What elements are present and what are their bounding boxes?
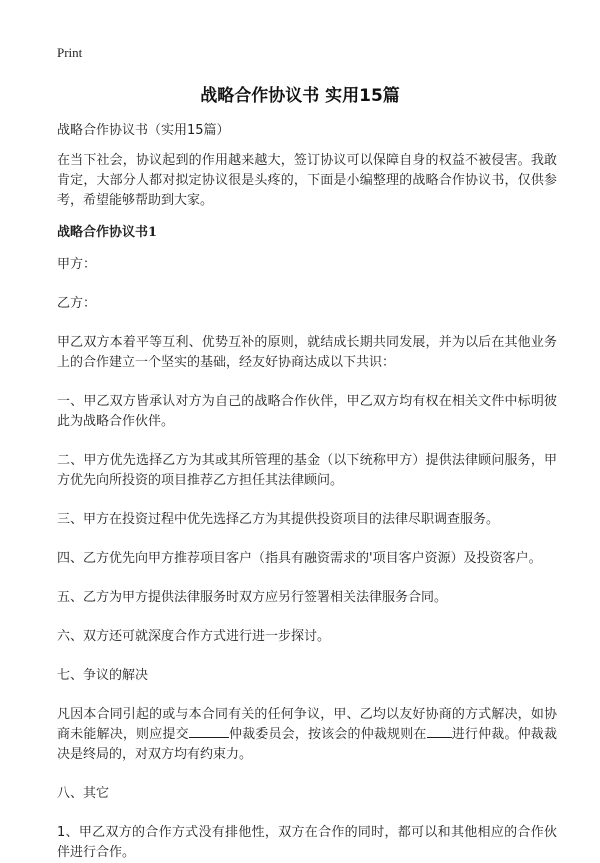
other-clause-1: 1、甲乙双方的合作方式没有排他性，双方在合作的同时，都可以和其他相应的合作伙伴进行合作。 — [57, 825, 557, 860]
clause-4: 四、乙方优先向甲方推荐项目客户（指具有融资需求的'项目客户资源）及投资客户。 — [57, 551, 542, 566]
arbitration-place-blank — [427, 737, 452, 738]
intro-paragraph: 在当下社会，协议起到的作用越来越大，签订协议可以保障自身的权益不被侵害。我敢肯定，大部分人都对拟定协议很是头疼的，下面是小编整理的战略合作协议书，仅供参考，希望能够帮助到大家。 — [57, 153, 557, 208]
section-heading: 战略合作协议书1 — [57, 225, 158, 240]
dispute-text-part-2: 仲裁委员会，按该会的仲裁规则在 — [228, 727, 427, 742]
clause-7-heading: 七、争议的解决 — [57, 668, 149, 683]
document-body — [57, 121, 557, 863]
document-subtitle: 战略合作协议书（实用15篇） — [57, 123, 230, 138]
dispute-text-part-1: 凡因本合同引起的或与本合同有关的任何争议，甲、乙均以友好协商的方式解决，如协商未能解决，则应提交 — [57, 707, 557, 742]
clause-1: 一、甲乙双方皆承认对方为自己的战略合作伙伴，甲乙双方均有权在相关文件中标明彼此为战略合作伙伴。 — [57, 394, 557, 429]
document-title: 战略合作协议书 实用15篇 — [200, 86, 400, 106]
clause-8-heading: 八、其它 — [57, 786, 110, 801]
clause-2: 二、甲方优先选择乙方为其或其所管理的基金（以下统称甲方）提供法律顾问服务，甲方优先向所投资的项目推荐乙方担任其法律顾问。 — [57, 453, 557, 488]
clause-3: 三、甲方在投资过程中优先选择乙方为其提供投资项目的法律尽职调查服务。 — [57, 512, 500, 527]
arbitration-commission-blank — [189, 737, 229, 738]
print-link[interactable]: Print — [57, 45, 83, 60]
dispute-paragraph — [57, 705, 557, 765]
party-b-label: 乙方： — [57, 296, 97, 311]
dispute-text-part-3: 进行仲裁。仲裁裁决是终局的，对双方均有约束力。 — [57, 727, 557, 762]
preamble-paragraph: 甲乙双方本着平等互利、优势互补的原则，就结成长期共同发展，并为以后在其他业务上的合作建立一个坚实的基础，经友好协商达成以下共识： — [57, 335, 557, 370]
party-a-label: 甲方： — [57, 257, 97, 272]
clause-5: 五、乙方为甲方提供法律服务时双方应另行签署相关法律服务合同。 — [57, 590, 448, 605]
clause-6: 六、双方还可就深度合作方式进行进一步探讨。 — [57, 629, 331, 644]
